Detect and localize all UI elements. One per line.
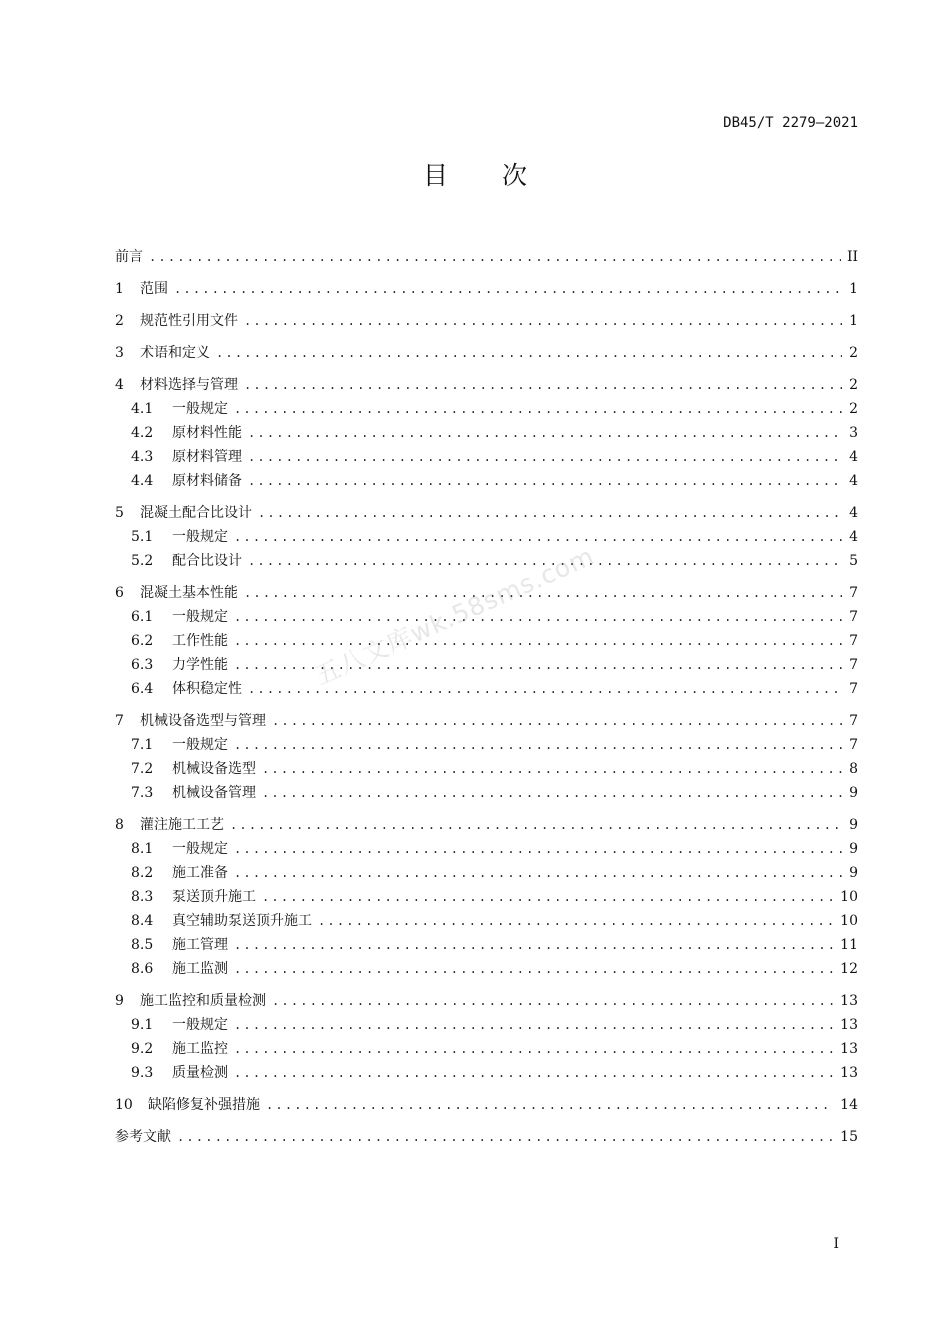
toc-entry-page: 7 — [849, 713, 858, 729]
toc-entry-page: 7 — [849, 585, 858, 601]
toc-subentry[interactable] — [115, 677, 858, 701]
toc-subentry[interactable] — [115, 525, 858, 549]
toc-entry-page: 7 — [849, 657, 858, 673]
toc-dot-leader — [266, 1093, 834, 1117]
toc-entry-label: 术语和定义 — [140, 345, 210, 361]
toc-entry-number: 4.1 — [131, 401, 154, 417]
toc-subentry[interactable] — [115, 421, 858, 445]
toc-entry-page: 8 — [849, 761, 858, 777]
toc-subentry[interactable] — [115, 469, 858, 493]
toc-dot-leader — [177, 1125, 834, 1149]
toc-subentry[interactable] — [115, 1061, 858, 1085]
toc-entry-number: 8.2 — [131, 865, 154, 881]
document-code: DB45/T 2279—2021 — [723, 115, 858, 131]
toc-entry-page: 13 — [840, 1017, 858, 1033]
toc-entry-label: 原材料管理 — [172, 449, 242, 465]
toc-entry-number: 8.1 — [131, 841, 154, 857]
toc-subentry[interactable] — [115, 933, 858, 957]
toc-entry-page: 9 — [849, 865, 858, 881]
toc-subentry[interactable] — [115, 781, 858, 805]
toc-entry-number: 6 — [115, 585, 124, 601]
toc-entry-page: 7 — [849, 737, 858, 753]
toc-entry-label: 一般规定 — [172, 401, 228, 417]
toc-entry-label: 施工监控和质量检测 — [140, 993, 266, 1009]
toc-entry-label: 真空辅助泵送顶升施工 — [172, 913, 312, 929]
toc-dot-leader — [262, 781, 842, 805]
toc-dot-leader — [234, 397, 842, 421]
toc-entry-label: 施工准备 — [172, 865, 228, 881]
toc-entry-label: 参考文献 — [115, 1129, 171, 1145]
toc-entry-number: 9.2 — [131, 1041, 154, 1057]
toc-entry[interactable] — [115, 373, 858, 397]
toc-entry-label: 机械设备选型 — [172, 761, 256, 777]
toc-dot-leader — [318, 909, 834, 933]
toc-entry-label: 规范性引用文件 — [140, 313, 238, 329]
toc-entry[interactable] — [115, 1125, 858, 1149]
toc-entry-number: 6.4 — [131, 681, 154, 697]
toc-dot-leader — [234, 957, 834, 981]
toc-subentry[interactable] — [115, 861, 858, 885]
toc-entry-label: 体积稳定性 — [172, 681, 242, 697]
toc-entry-label: 机械设备选型与管理 — [140, 713, 266, 729]
toc-dot-leader — [149, 245, 841, 269]
toc-entry-label: 一般规定 — [172, 529, 228, 545]
toc-entry-page: 2 — [849, 401, 858, 417]
toc-subentry[interactable] — [115, 629, 858, 653]
footer-page-number: I — [833, 1236, 839, 1252]
toc-entry-number: 5.2 — [131, 553, 154, 569]
toc-entry-page: 13 — [840, 1041, 858, 1057]
toc-entry-page: 2 — [849, 377, 858, 393]
toc-dot-leader — [230, 813, 842, 837]
toc-entry-number: 8.6 — [131, 961, 154, 977]
toc-entry-label: 施工管理 — [172, 937, 228, 953]
toc-entry-page: 4 — [849, 529, 858, 545]
toc-entry-number: 4.2 — [131, 425, 154, 441]
toc-entry-page: 13 — [840, 1065, 858, 1081]
toc-dot-leader — [234, 1061, 834, 1085]
toc-dot-leader — [262, 757, 842, 781]
toc-entry-number: 7.1 — [131, 737, 154, 753]
toc-entry-number: 5.1 — [131, 529, 154, 545]
toc-dot-leader — [234, 525, 842, 549]
toc-entry-page: 1 — [849, 281, 858, 297]
toc-entry-number: 9.3 — [131, 1065, 154, 1081]
toc-entry[interactable] — [115, 1093, 858, 1117]
toc-entry-page: 14 — [840, 1097, 858, 1113]
watermark: 五八文库wk.58sms.com — [310, 541, 599, 691]
toc-entry-number: 8 — [115, 817, 124, 833]
toc-subentry[interactable] — [115, 885, 858, 909]
toc-entry-page: 9 — [849, 841, 858, 857]
toc-entry-page: 13 — [840, 993, 858, 1009]
toc-entry-number: 8.3 — [131, 889, 154, 905]
toc-entry-number: 10 — [115, 1097, 133, 1113]
toc-subentry[interactable] — [115, 653, 858, 677]
toc-entry-page: 15 — [840, 1129, 858, 1145]
toc-entry-label: 原材料性能 — [172, 425, 242, 441]
toc-dot-leader — [272, 709, 842, 733]
toc-entry-number: 6.3 — [131, 657, 154, 673]
toc-dot-leader — [234, 1013, 834, 1037]
toc-entry-number: 8.4 — [131, 913, 154, 929]
toc-subentry[interactable] — [115, 837, 858, 861]
toc-entry-label: 混凝土配合比设计 — [140, 505, 252, 521]
toc-dot-leader — [244, 373, 842, 397]
toc-entry-label: 机械设备管理 — [172, 785, 256, 801]
toc-dot-leader — [248, 445, 842, 469]
toc-entry-page: 11 — [840, 937, 858, 953]
toc-entry-page: 9 — [849, 785, 858, 801]
toc-entry-page: 7 — [849, 681, 858, 697]
toc-entry-label: 工作性能 — [172, 633, 228, 649]
toc-dot-leader — [234, 733, 842, 757]
toc-entry[interactable] — [115, 709, 858, 733]
toc-entry-number: 8.5 — [131, 937, 154, 953]
toc-dot-leader — [234, 933, 834, 957]
toc-entry[interactable] — [115, 245, 858, 269]
toc-entry-label: 原材料储备 — [172, 473, 242, 489]
toc-entry-number: 6.1 — [131, 609, 154, 625]
toc-entry-number: 6.2 — [131, 633, 154, 649]
toc-dot-leader — [234, 629, 842, 653]
toc-entry-label: 一般规定 — [172, 1017, 228, 1033]
toc-entry-page: 2 — [849, 345, 858, 361]
toc-entry-page: 10 — [840, 913, 858, 929]
title-char-1: 目 — [422, 161, 448, 190]
toc-subentry[interactable] — [115, 957, 858, 981]
toc-entry-label: 一般规定 — [172, 609, 228, 625]
toc-entry-page: 4 — [849, 449, 858, 465]
toc-entry-page: 7 — [849, 609, 858, 625]
toc-entry-page: 10 — [840, 889, 858, 905]
toc-dot-leader — [248, 421, 842, 445]
toc-dot-leader — [234, 1037, 834, 1061]
toc-entry-page: 4 — [849, 473, 858, 489]
toc-entry-number: 9.1 — [131, 1017, 154, 1033]
toc-dot-leader — [258, 501, 842, 525]
toc-entry[interactable] — [115, 309, 858, 333]
toc-subentry[interactable] — [115, 909, 858, 933]
toc-entry-number: 4.3 — [131, 449, 154, 465]
toc-entry[interactable] — [115, 501, 858, 525]
toc-entry-page: 4 — [849, 505, 858, 521]
toc-entry-label: 施工监控 — [172, 1041, 228, 1057]
toc-entry-label: 一般规定 — [172, 841, 228, 857]
toc-entry-page: 9 — [849, 817, 858, 833]
toc-entry[interactable] — [115, 989, 858, 1013]
toc-entry-page: 12 — [840, 961, 858, 977]
toc-subentry[interactable] — [115, 397, 858, 421]
toc-entry-number: 1 — [115, 281, 124, 297]
toc-dot-leader — [244, 309, 842, 333]
toc-dot-leader — [248, 469, 842, 493]
toc-dot-leader — [234, 837, 842, 861]
toc-entry-label: 泵送顶升施工 — [172, 889, 256, 905]
toc-entry-page: 5 — [849, 553, 858, 569]
table-of-contents — [115, 245, 858, 1149]
toc-entry-label: 灌注施工工艺 — [140, 817, 224, 833]
toc-entry-label: 施工监测 — [172, 961, 228, 977]
toc-entry-label: 前言 — [115, 249, 143, 265]
toc-entry-number: 3 — [115, 345, 124, 361]
toc-dot-leader — [174, 277, 842, 301]
toc-entry-label: 缺陷修复补强措施 — [148, 1097, 260, 1113]
toc-entry[interactable] — [115, 813, 858, 837]
toc-subentry[interactable] — [115, 445, 858, 469]
toc-dot-leader — [234, 605, 842, 629]
toc-entry-number: 5 — [115, 505, 124, 521]
toc-entry-number: 2 — [115, 313, 124, 329]
title-char-2: 次 — [502, 161, 528, 190]
toc-subentry[interactable] — [115, 1013, 858, 1037]
toc-dot-leader — [262, 885, 834, 909]
toc-subentry[interactable] — [115, 1037, 858, 1061]
page-title — [0, 156, 950, 192]
toc-dot-leader — [234, 861, 842, 885]
toc-entry-number: 4 — [115, 377, 124, 393]
toc-entry-label: 力学性能 — [172, 657, 228, 673]
toc-entry-label: 一般规定 — [172, 737, 228, 753]
toc-entry-number: 7 — [115, 713, 124, 729]
toc-entry[interactable] — [115, 341, 858, 365]
toc-entry-label: 材料选择与管理 — [140, 377, 238, 393]
toc-entry[interactable] — [115, 277, 858, 301]
toc-entry-number: 9 — [115, 993, 124, 1009]
toc-entry-number: 7.3 — [131, 785, 154, 801]
toc-entry-page: 3 — [849, 425, 858, 441]
toc-dot-leader — [216, 341, 842, 365]
toc-subentry[interactable] — [115, 733, 858, 757]
toc-entry-number: 4.4 — [131, 473, 154, 489]
toc-entry-page: 1 — [849, 313, 858, 329]
toc-entry-page: 7 — [849, 633, 858, 649]
toc-subentry[interactable] — [115, 757, 858, 781]
toc-entry-page: II — [846, 249, 858, 265]
toc-entry-label: 范围 — [140, 281, 168, 297]
toc-subentry[interactable] — [115, 549, 858, 573]
toc-entry-number: 7.2 — [131, 761, 154, 777]
toc-entry-label: 配合比设计 — [172, 553, 242, 569]
toc-entry-label: 混凝土基本性能 — [140, 585, 238, 601]
toc-dot-leader — [272, 989, 834, 1013]
toc-entry-label: 质量检测 — [172, 1065, 228, 1081]
